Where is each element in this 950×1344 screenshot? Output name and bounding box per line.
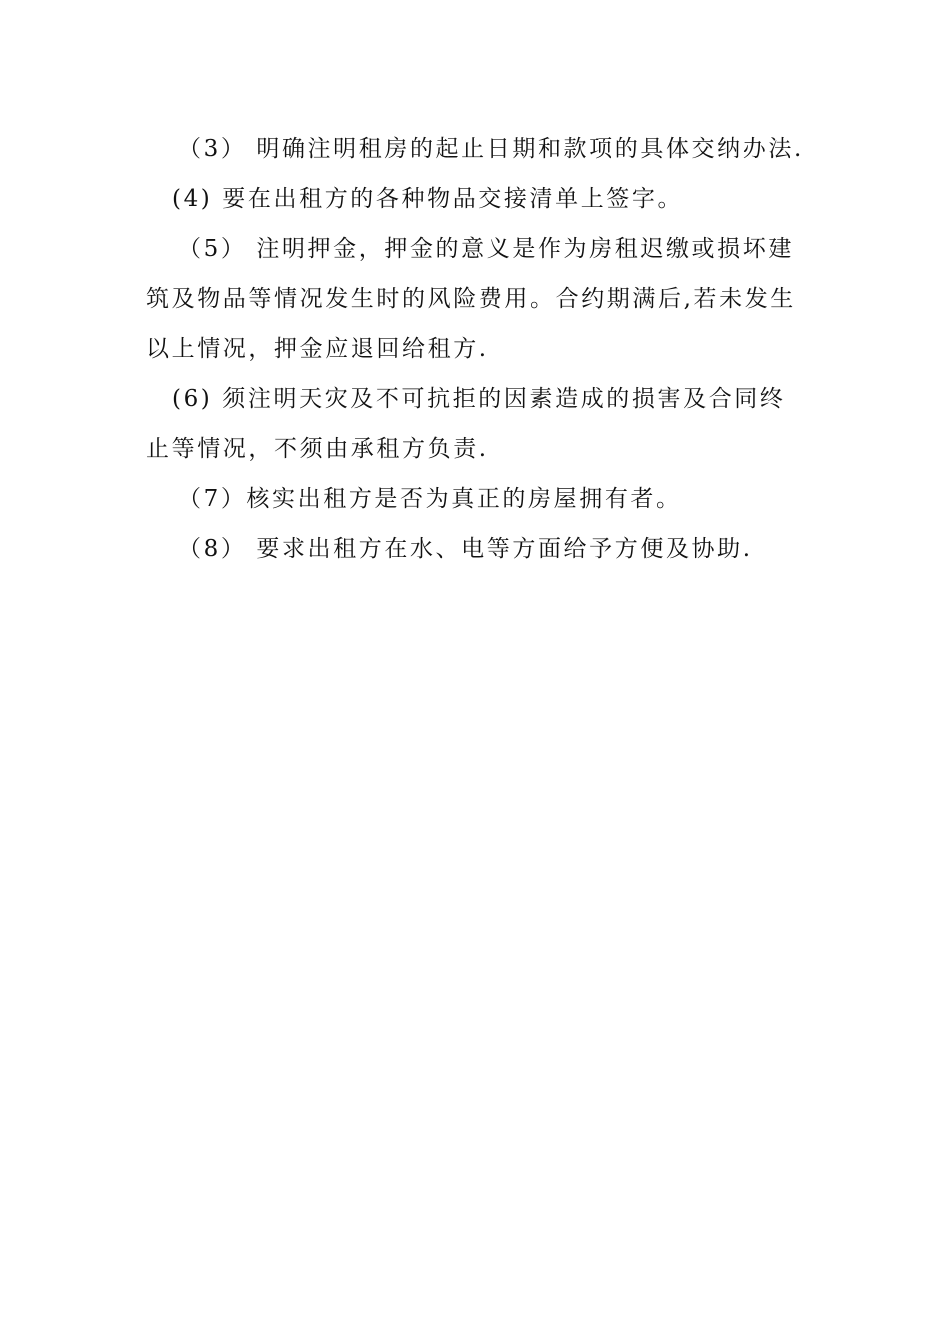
item-6-text-line-1: (6) 须注明天灾及不可抗拒的因素造成的损害及合同终 <box>172 386 786 412</box>
item-5-text-line-3: 以上情况，押金应退回给租方. <box>146 336 489 362</box>
item-5-text-line-1: （5） 注明押金，押金的意义是作为房租迟缴或损坏建 <box>178 236 794 262</box>
item-5-text-line-2: 筑及物品等情况发生时的风险费用。合约期满后,若未发生 <box>146 286 796 312</box>
item-6-text-line-2: 止等情况，不须由承租方负责. <box>146 436 489 462</box>
item-8-text: （8） 要求出租方在水、电等方面给予方便及协助. <box>178 536 753 562</box>
item-7-text: （7）核实出租方是否为真正的房屋拥有者。 <box>178 486 682 512</box>
item-3-text: （3） 明确注明租房的起止日期和款项的具体交纳办法. <box>178 136 804 162</box>
item-4-text: (4) 要在出租方的各种物品交接清单上签字。 <box>172 186 684 212</box>
